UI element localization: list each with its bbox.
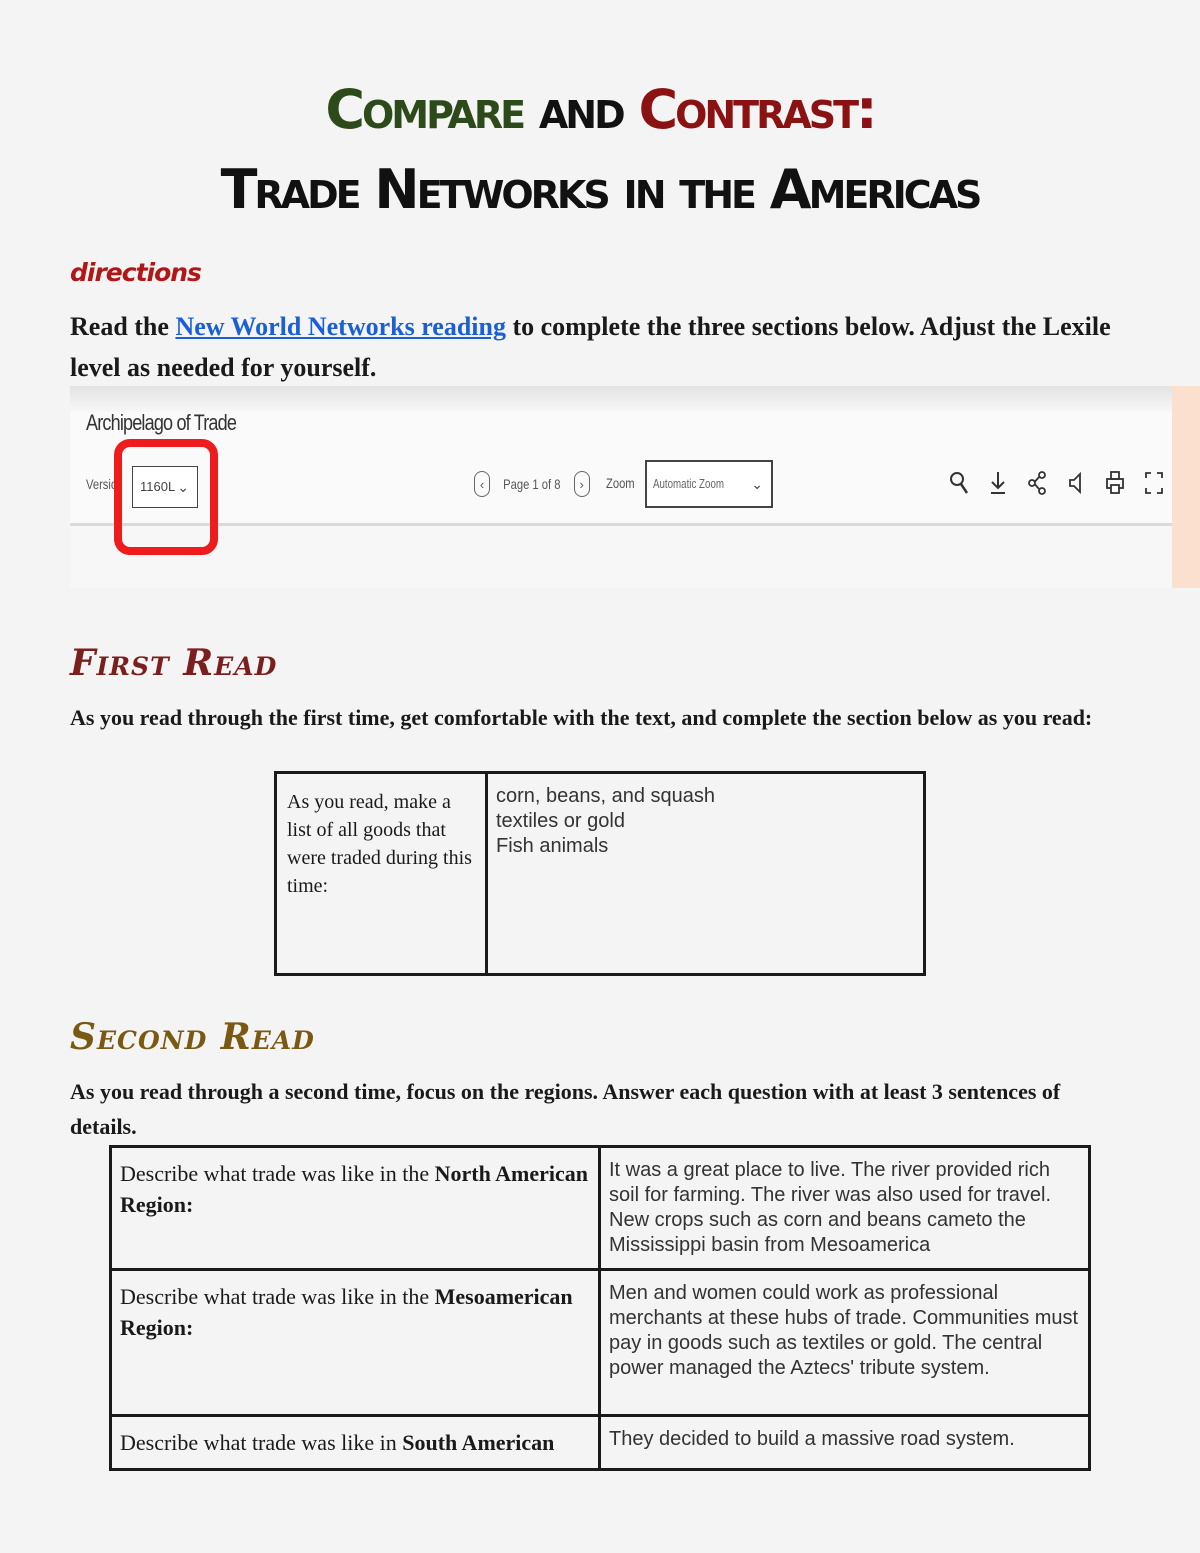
next-page-button[interactable]: › [574, 471, 590, 497]
zoom-label: Zoom [606, 475, 635, 491]
second-read-heading: Second Read [70, 1016, 315, 1058]
version-select[interactable]: 1160L ⌄ [132, 466, 198, 508]
table-row [111, 1270, 1090, 1416]
highlight-box [114, 439, 218, 555]
search-icon[interactable] [946, 468, 971, 498]
first-read-table [274, 771, 926, 976]
list-item: textiles or gold [496, 810, 625, 832]
zoom-select[interactable]: Automatic Zoom ⌄ [645, 460, 773, 508]
first-read-heading: First Read [70, 642, 278, 684]
mesoamerica-answer[interactable]: Men and women could work as professional merchants at these hubs of trade. Communities must pay in goods such as textiles or gold. The central power managed the Aztecs' tribute system. [600, 1270, 1090, 1416]
reading-link[interactable]: New World Networks reading [175, 312, 506, 341]
chevron-down-icon: ⌄ [751, 476, 763, 492]
table-row [276, 773, 925, 975]
north-america-prompt: Describe what trade was like in the North American Region: [111, 1147, 600, 1270]
download-icon[interactable] [985, 468, 1010, 498]
page-navigator [474, 468, 590, 500]
version-label: Versio [86, 476, 118, 492]
second-read-instructions: As you read through a second time, focus on the regions. Answer each question with at least 3 sentences of details. [70, 1079, 1061, 1139]
mesoamerica-prompt: Describe what trade was like in the Mesoamerican Region: [111, 1270, 600, 1416]
side-strip [1172, 386, 1200, 588]
north-america-answer[interactable]: It was a great place to live. The river provided rich soil for farming. The river was also used for travel. New crops such as corn and beans cameto the Mississippi basin from Mesoamerica [600, 1147, 1090, 1270]
page-subtitle: Trade Networks in the Americas [220, 158, 980, 221]
reader-title: Archipelago of Trade [86, 410, 237, 435]
table-row [111, 1147, 1090, 1270]
goods-answer[interactable] [487, 773, 925, 975]
directions-heading: directions [70, 258, 201, 287]
print-icon[interactable] [1102, 468, 1127, 498]
chevron-down-icon: ⌄ [177, 479, 189, 495]
page-indicator: Page 1 of 8 [503, 476, 561, 492]
audio-icon[interactable] [1063, 468, 1088, 498]
list-item: corn, beans, and squash [496, 785, 716, 807]
south-america-prompt: Describe what trade was like in South American [111, 1416, 600, 1470]
list-item: Fish animals [496, 835, 609, 857]
goods-prompt: As you read, make a list of all goods that were traded during this time: [276, 773, 487, 975]
table-row [111, 1416, 1090, 1470]
fullscreen-icon[interactable] [1141, 468, 1166, 498]
page-title: Compare and Contrast: [325, 78, 875, 141]
prev-page-button[interactable]: ‹ [474, 471, 490, 497]
south-america-answer[interactable]: They decided to build a massive road system. [600, 1416, 1090, 1470]
second-read-table [109, 1145, 1091, 1471]
share-icon[interactable] [1024, 468, 1049, 498]
directions-text: Read the New World Networks reading to complete the three sections below. Adjust the Lexile level as needed for yourself. [70, 312, 1111, 382]
reader-tools [946, 468, 1166, 498]
reader-screenshot [70, 386, 1172, 588]
first-read-instructions: As you read through the first time, get comfortable with the text, and complete the section below as you read: [70, 705, 1093, 730]
